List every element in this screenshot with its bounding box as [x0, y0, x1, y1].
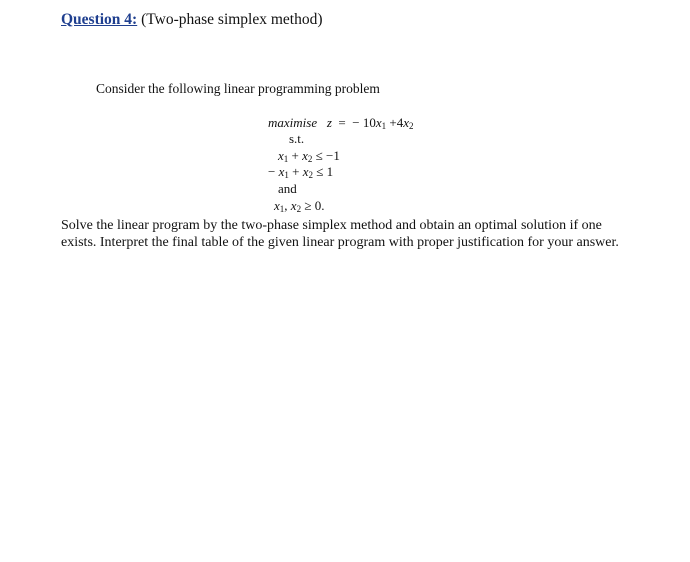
objective-line: [268, 115, 414, 131]
c2-rhs: ≤ 1: [313, 164, 334, 179]
objective-variable: z: [326, 115, 332, 130]
objective-sub-2: 2: [409, 121, 414, 131]
c2-var-x1: x: [278, 164, 285, 179]
c1-sub-2: 2: [307, 154, 313, 164]
c2-minus: −: [268, 164, 279, 179]
c2-sub-1: 1: [284, 170, 289, 180]
question-heading: [61, 11, 323, 29]
c2-var-x2: x: [302, 164, 309, 179]
c1-plus: +: [288, 148, 303, 163]
objective-sub-1: 1: [381, 121, 387, 131]
objective-var-x2: x: [403, 115, 410, 130]
and-word: and: [278, 181, 297, 196]
question-subtitle: (Two-phase simplex method): [141, 11, 323, 28]
question-label: Question 4:: [61, 11, 138, 28]
intro-text: Consider the following linear programming problem: [96, 81, 380, 96]
c2-plus: +: [288, 164, 303, 179]
constraint-2: [268, 164, 333, 180]
nn-rhs: ≥ 0.: [301, 198, 325, 213]
task-text: Solve the linear program by the two-phase simplex method and obtain an optimal solution if one exists. Interpret the final table of the given linear program with proper justification for your answer.: [61, 218, 619, 250]
c1-var-x2: x: [302, 148, 308, 163]
nn-var-x1: x: [274, 198, 280, 213]
c2-sub-2: 2: [308, 170, 313, 180]
subject-to: s.t.: [289, 131, 305, 146]
objective-equals: =: [338, 115, 346, 130]
objective-coef-1: − 10: [352, 115, 376, 130]
nonnegativity: [274, 198, 324, 214]
nn-sub-2: 2: [296, 204, 302, 214]
nn-sub-1: 1: [279, 204, 285, 214]
nn-comma: ,: [284, 198, 291, 213]
objective-var-x1: x: [375, 115, 382, 130]
c1-rhs: ≤ −1: [312, 148, 340, 163]
constraint-1: [278, 148, 340, 164]
nn-var-x2: x: [290, 198, 297, 213]
c1-sub-1: 1: [283, 154, 289, 164]
c1-var-x1: x: [278, 148, 284, 163]
objective-coef-2: +4: [386, 115, 404, 130]
objective-keyword: maximise: [268, 115, 318, 130]
